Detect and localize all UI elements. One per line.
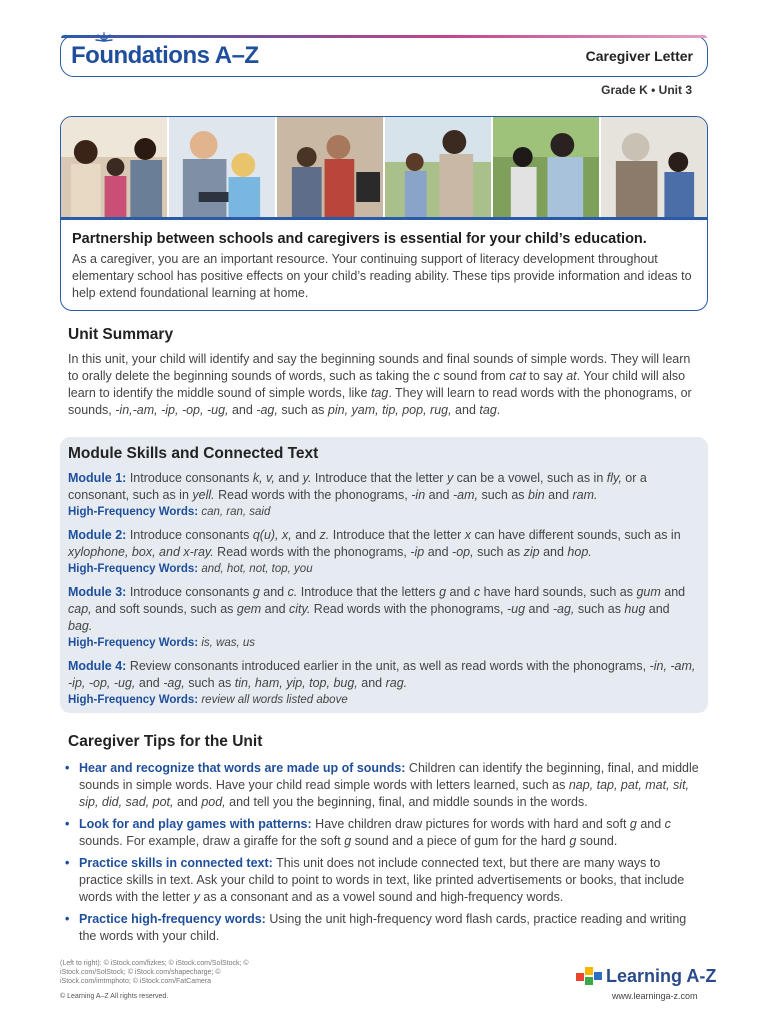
photo-father-son-park (491, 117, 599, 217)
tip-item: • Practice skills in connected text: This unit does not include connected text, but there are many ways to practice skills in text. Ask your child to point to words in text, like printed advertisements or books, that include words with the letter y as a consonant and as a vowel sound and high-frequency words. (64, 855, 704, 906)
photo-mother-child-outdoors (383, 117, 491, 217)
module-skills-box (60, 437, 708, 713)
module-2 (68, 527, 696, 577)
copyright: © Learning A–Z All rights reserved. (60, 993, 169, 1000)
tip-item: • Look for and play games with patterns: Have children draw pictures for words with hard and soft g and c sounds. For example, draw a giraffe for the soft g sound and a piece of gum for the hard g sound. (64, 816, 704, 850)
photo-credits: (Left to right): © iStock.com/fizkes; © iStock.com/SolStock; © iStock.com/SolStock; © iStock.com/shapecharge; © iStock.com/imtmphoto; © iStock.com/FatCamera (60, 960, 249, 985)
photo-family-tablet (61, 117, 167, 217)
intro-box (60, 116, 708, 311)
module-3-hfw: High-Frequency Words: is, was, us (68, 637, 256, 649)
unit-summary-title: Unit Summary (68, 326, 174, 343)
module-2-hfw: High-Frequency Words: and, hot, not, top, you (68, 563, 313, 575)
photo-strip (61, 117, 707, 217)
header-accent-bar (61, 35, 707, 38)
module-4-hfw: High-Frequency Words: review all words listed above (68, 694, 348, 706)
module-2-text: Module 2: Introduce consonants q(u), x, and z. Introduce that the letter x can have different sounds, such as in xylophone, box, and x-ray. Read words with the phonograms, -ip and -op, such as zip and hop. (68, 528, 681, 559)
logo-text: Foundations A–Z (71, 42, 259, 69)
photo-mother-son-homework (599, 117, 707, 217)
photo-divider (61, 217, 707, 220)
module-1-text: Module 1: Introduce consonants k, v, and y. Introduce that the letter y can be a vowel, such as in fly, or a consonant, such as in yell. Read words with the phonograms, -in and -am, such as bin and ram. (68, 471, 647, 502)
module-1 (68, 470, 696, 520)
foundations-logo (71, 42, 259, 70)
caregiver-tips-title: Caregiver Tips for the Unit (68, 733, 263, 750)
photo-father-daughter (167, 117, 275, 217)
module-4-text: Module 4: Review consonants introduced earlier in the unit, as well as read words with the phonograms, -in, -am, -ip, -op, -ug, and -ag, such as tin, ham, yip, top, bug, and rag. (68, 659, 696, 690)
tip-item: • Hear and recognize that words are made up of sounds: Children can identify the beginning, final, and middle sounds in simple words. Have your child read simple words with letters learned, such as nap, tap, pat, mat, sit, sip, did, sad, pot, and pod, and tell you the beginning, final, and middle sounds in the words. (64, 760, 704, 811)
module-4 (68, 658, 696, 708)
module-skills-title: Module Skills and Connected Text (68, 445, 319, 462)
module-3-text: Module 3: Introduce consonants g and c. Introduce that the letters g and c have hard sounds, such as gum and cap, and soft sounds, such as gem and city. Read words with the phonograms, -ug and -ag, such as hug and bag. (68, 585, 686, 633)
unit-summary-text: In this unit, your child will identify and say the beginning sounds and final sounds of simple words. They will learn to orally delete the beginning sounds of words, such as taking the c sound from cat to say at. Your child will also learn to identify the middle sound of simple words, like tag. They will learn to read words with the phonograms, or sounds, -in,-am, -ip, -op, -ug, and -ag, such as pin, yam, tip, pop, rug, and tag. (68, 352, 692, 417)
intro-heading: Partnership between schools and caregivers is essential for your child’s education. (72, 231, 647, 247)
intro-text: As a caregiver, you are an important resource. Your continuing support of literacy development throughout elementary school has positive effects on your child’s reading ability. These tips provide information and ideas to help extend foundational learning at home. (72, 252, 692, 300)
header-banner (60, 35, 708, 77)
tip-item: • Practice high-frequency words: Using the unit high-frequency word flash cards, practice reading and writing the words with your child. (64, 911, 704, 945)
module-3 (68, 584, 696, 651)
learning-az-mark-icon (576, 967, 602, 987)
photo-grandparents-laptop (275, 117, 383, 217)
website-url: www.learninga-z.com (612, 991, 698, 1001)
learning-az-logo: Learning A-Z (576, 966, 716, 987)
caregiver-tips-list (64, 760, 704, 950)
sun-rays-icon (95, 32, 113, 42)
module-1-hfw: High-Frequency Words: can, ran, said (68, 506, 271, 518)
grade-unit-label: Grade K • Unit 3 (601, 83, 692, 97)
document-type: Caregiver Letter (585, 48, 693, 64)
